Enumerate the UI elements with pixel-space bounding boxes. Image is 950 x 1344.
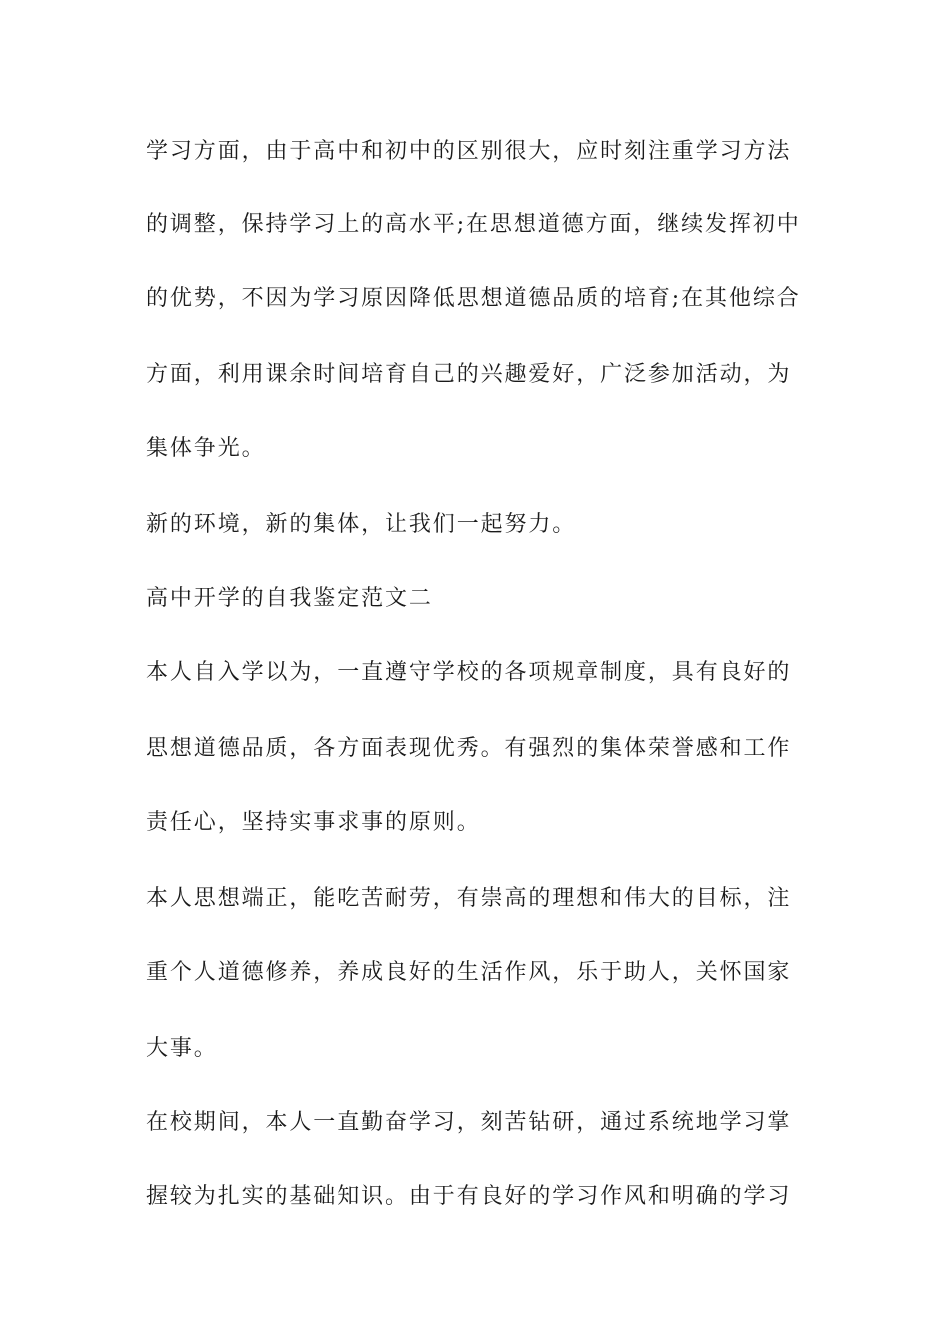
paragraph-line: 集体争光。 — [146, 436, 266, 461]
paragraph-line: 重个人道德修养，养成良好的生活作风，乐于助人，关怀国家 — [146, 960, 792, 985]
paragraph-line: 在校期间，本人一直勤奋学习，刻苦钻研，通过系统地学习掌 — [146, 1110, 792, 1135]
paragraph-line: 学习方面，由于高中和初中的区别很大，应时刻注重学习方法 — [146, 139, 792, 164]
paragraph-line: 本人思想端正，能吃苦耐劳，有崇高的理想和伟大的目标，注 — [146, 886, 792, 911]
section-heading: 高中开学的自我鉴定范文二 — [146, 586, 433, 611]
paragraph-line: 新的环境，新的集体，让我们一起努力。 — [146, 512, 577, 537]
paragraph-line: 大事。 — [146, 1036, 218, 1061]
paragraph-line: 方面，利用课余时间培育自己的兴趣爱好，广泛参加活动，为 — [146, 362, 792, 387]
paragraph-line: 的调整，保持学习上的高水平;在思想道德方面，继续发挥初中 — [146, 212, 801, 237]
paragraph-line: 握较为扎实的基础知识。由于有良好的学习作风和明确的学习 — [146, 1184, 792, 1209]
paragraph-line: 思想道德品质，各方面表现优秀。有强烈的集体荣誉感和工作 — [146, 736, 792, 761]
paragraph-line: 本人自入学以为，一直遵守学校的各项规章制度，具有良好的 — [146, 660, 792, 685]
paragraph-line: 的优势，不因为学习原因降低思想道德品质的培育;在其他综合 — [146, 286, 801, 311]
paragraph-line: 责任心，坚持实事求事的原则。 — [146, 810, 481, 835]
